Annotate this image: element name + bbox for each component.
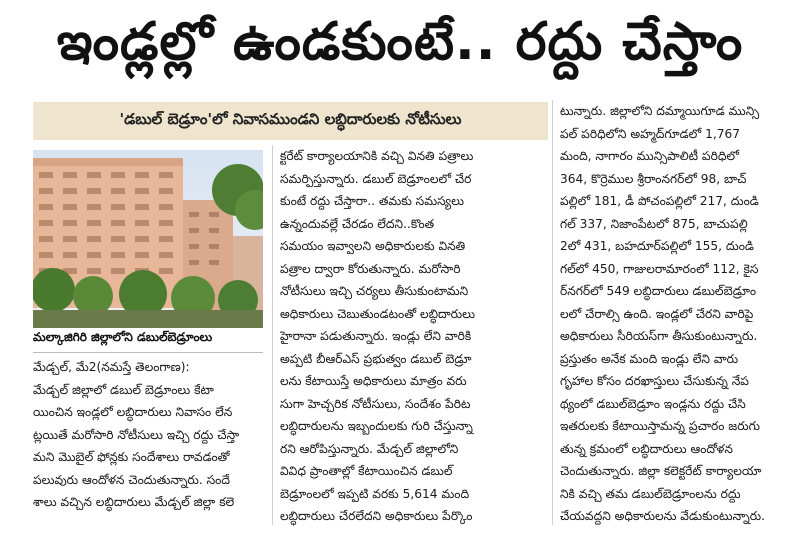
body-text-line: రని ఆరోపిస్తున్నారు. మేడ్చల్ జిల్లాలోని [280, 441, 459, 456]
photo-caption: మల్కాజిగిరి జిల్లాలోని డబుల్‌బెడ్రూంలు [33, 330, 263, 353]
apartment-buildings-photo [33, 150, 263, 328]
body-text-line: చెందుతున్నారు. జిల్లా కలెక్టరేట్ కార్యాలయా [560, 464, 762, 478]
body-text-line: లను కేటాయిస్తే అధికారులు మాత్రం వరు [280, 374, 467, 388]
body-text-line: గల్‌లో 450, గాజులరామారంలో 112, కైస [560, 261, 759, 276]
body-text-line: పలువురు ఆందోళన చెందుతున్నారు. సందే [33, 472, 230, 487]
body-text-line: ఉన్నందువల్లే చేరడం లేదని..కొంత [280, 216, 435, 231]
body-text-line: 364, కొర్రెముల శ్రీరాంనగర్‌లో 98, బాచ్ [560, 171, 747, 186]
body-text-line: నికి వచ్చి తమ డబుల్‌బెడ్రూంలను రద్దు [560, 486, 741, 501]
body-text-line: థ్యంలో డబుల్‌బెడ్రూం ఇండ్లను రద్దు చేసి [560, 396, 746, 411]
body-text-line: తున్న క్రమంలో లబ్ధిదారులు ఆందోళన [560, 441, 733, 456]
body-text-line: సమయం ఇవ్వాలని అధికారులకు వినతి [280, 239, 466, 253]
body-text-line: హైరానా పడుతున్నారు. ఇండ్లు లేని వారికి [280, 329, 472, 343]
body-text-line: అధికారులు చెబుతుండటంతో లబ్ధిదారులు [280, 306, 475, 321]
body-text-line: గల్ 337, నిజాంపేటలో 875, బాచుపల్లి [560, 216, 748, 231]
article-column-1 [33, 356, 265, 514]
body-text-line: మేడ్చల్, మే2(నమస్తే తెలంగాణ): [33, 360, 190, 374]
body-text-line: లబ్ధిదారులను ఇబ్బందులకు గురి చేస్తున్నా [280, 419, 473, 433]
body-text-line: ర్‌నగర్‌లో 549 లబ్ధిదారులు డబుల్‌బెడ్రూం [560, 284, 757, 298]
body-text-line: టున్నారు. జిల్లాలోని దమ్మాయిగూడ మున్సి [560, 104, 760, 118]
body-text-line: యించిన ఇండ్లలో లబ్ధిదారులు నివాసం లేన [33, 405, 233, 419]
body-text-line: క్టరేట్ కార్యాలయానికి వచ్చి వినతి పత్రాలు [280, 149, 474, 163]
body-text-line: మంది, నాగారం మున్సిపాలిటీ పరిధిలో [560, 149, 739, 163]
body-text-line: నోటీసులు ఇచ్చి చర్యలు తీసుకుంటామని [280, 284, 469, 298]
body-text-line: పత్రాల ద్వారా కోరుతున్నారు. మరోసారి [280, 261, 461, 276]
body-text-line: బెడ్రూంలలో ఇప్పటి వరకు 5,614 మంది [280, 486, 470, 501]
article-photo [33, 150, 263, 328]
body-text-line: లలో చేరాల్సి ఉంది. ఇండ్లలో చేరని వారిపై [560, 306, 754, 321]
article-column-2 [280, 145, 545, 528]
body-text-line: గృహాల కోసం దరఖాస్తులు చేసుకున్న నేప [560, 374, 749, 388]
body-text-line: మని మొబైల్ ఫోన్లకు సందేశాలు రావడంతో [33, 450, 230, 464]
body-text-line: మేడ్చల్ జిల్లాలో డబుల్ బెడ్రూంలు కేటా [33, 382, 214, 397]
body-text-line: ట్లయితే మరోసారి నోటీసులు ఇచ్చి రద్దు చేస్తా [33, 427, 240, 442]
subheadline: 'డబుల్ బెడ్రూం'లో నివాసముండని లబ్ధిదారులకు నోటీసులు [33, 102, 548, 140]
body-text-line: చేయవద్దని అధికారులను వేడుకుంటున్నారు. [560, 509, 766, 523]
body-text-line: సుగా హెచ్చరిక నోటీసులు, సందేశం పేరిట [280, 396, 471, 411]
headline: ఇండ్లల్లో ఉండకుంటే.. రద్దు చేస్తాం [56, 11, 744, 72]
body-text-line: వివిధ ప్రాంతాల్లో కేటాయించిన డబుల్ [280, 464, 453, 478]
column-divider [552, 100, 553, 525]
body-text-line: సమర్పిస్తున్నారు. డబుల్ బెడ్రూంలలో చేర [280, 171, 472, 186]
body-text-line: లబ్ధిదారులు చేరలేదని అధికారులు పేర్కొం [280, 509, 473, 523]
body-text-line: పల్ పరిధిలోని అహ్మద్‌గూడలో 1,767 [560, 126, 740, 141]
body-text-line: ఇతరులకు కేటాయిస్తామన్న ప్రచారం జరుగు [560, 419, 760, 433]
body-text-line: అప్పటి బీఆర్ఎస్ ప్రభుత్వం డబుల్ బెడ్రూ [280, 351, 472, 366]
body-text-line: ప్రస్తుతం అనేక మంది ఇండ్లు లేని వారు [560, 351, 739, 366]
body-text-line: అధికారులు సీరియస్‌గా తీసుకుంటున్నారు. [560, 329, 758, 343]
column-divider [272, 145, 273, 525]
body-text-line: 2లో 431, బహదూర్‌పల్లిలో 155, దుండి [560, 239, 754, 253]
body-text-line: కుంటే రద్దు చేస్తారా.. తమకు సమస్యలు [280, 194, 464, 208]
body-text-line: పల్లిలో 181, డీ పోచంపల్లిలో 217, దుండి [560, 194, 759, 208]
article-column-3 [560, 100, 780, 528]
body-text-line: శాలు వచ్చిన లబ్ధిదారులు మేడ్చల్ జిల్లా కలె [33, 495, 235, 509]
